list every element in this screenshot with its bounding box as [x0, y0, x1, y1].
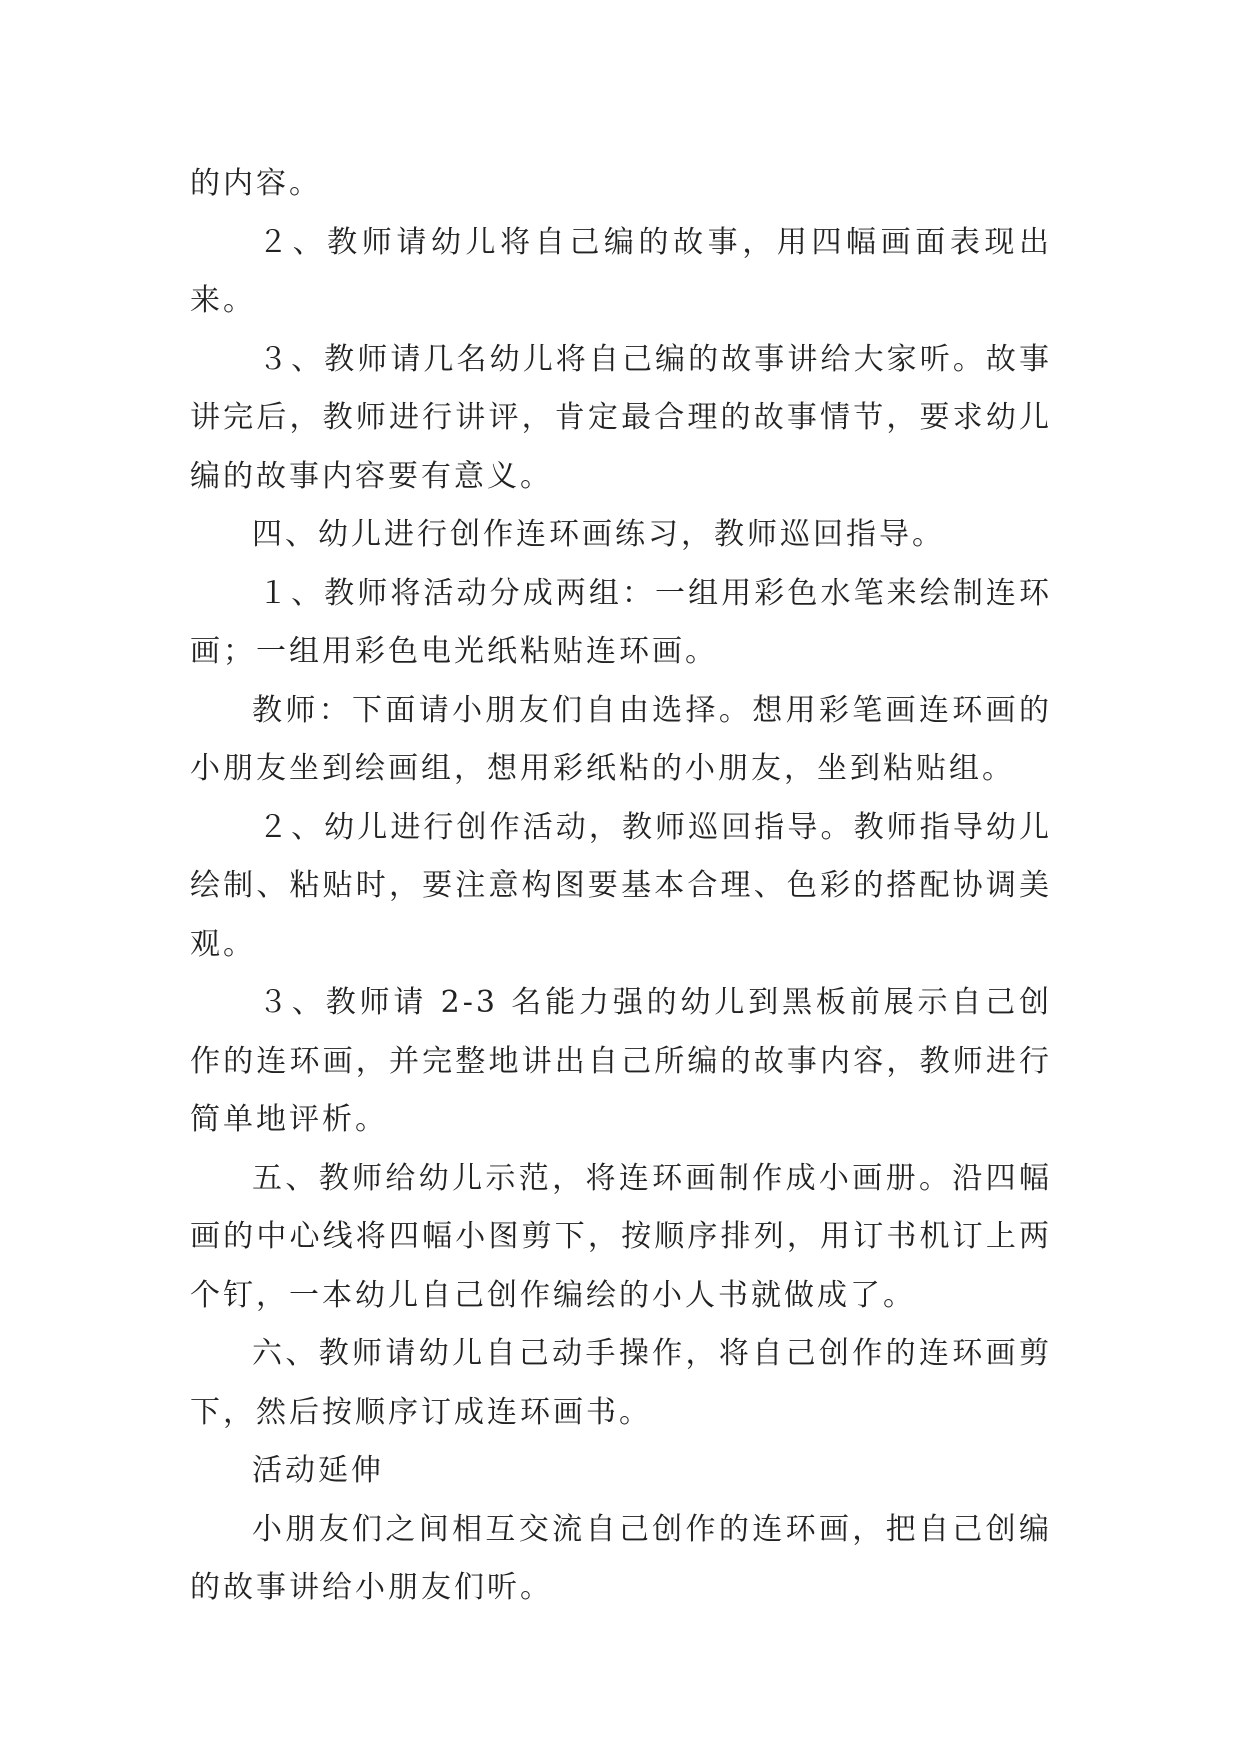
paragraph-continuation: 的内容。	[190, 166, 322, 201]
document-body	[190, 155, 1052, 1618]
paragraph-step-2-activity: ２、幼儿进行创作活动，教师巡回指导。教师指导幼儿绘制、粘贴时，要注意构图要基本合理、色彩的搭配协调美观。	[190, 809, 1052, 962]
section-heading-6: 六、教师请幼儿自己动手操作，将自己创作的连环画剪下，然后按顺序订成连环画书。	[190, 1336, 1052, 1430]
paragraph-step-2: ２、教师请幼儿将自己编的故事，用四幅画面表现出来。	[190, 224, 1052, 318]
paragraph-step-3: ３、教师请几名幼儿将自己编的故事讲给大家听。故事讲完后，教师进行讲评，肯定最合理的故事情节，要求幼儿编的故事内容要有意义。	[190, 341, 1052, 494]
section-heading-5: 五、教师给幼儿示范，将连环画制作成小画册。沿四幅画的中心线将四幅小图剪下，按顺序排列，用订书机订上两个钉，一本幼儿自己创作编绘的小人书就做成了。	[190, 1160, 1052, 1313]
section-heading-4: 四、幼儿进行创作连环画练习，教师巡回指导。	[252, 517, 945, 552]
paragraph-step-1: １、教师将活动分成两组：一组用彩色水笔来绘制连环画；一组用彩色电光纸粘贴连环画。	[190, 575, 1052, 669]
paragraph-teacher-dialogue: 教师：下面请小朋友们自由选择。想用彩笔画连环画的小朋友坐到绘画组，想用彩纸粘的小朋友，坐到粘贴组。	[190, 692, 1052, 786]
paragraph-step-3-display: ３、教师请 2-3 名能力强的幼儿到黑板前展示自己创作的连环画，并完整地讲出自己所编的故事内容，教师进行简单地评析。	[190, 985, 1052, 1137]
section-title-extension: 活动延伸	[252, 1453, 384, 1488]
paragraph-extension: 小朋友们之间相互交流自己创作的连环画，把自己创编的故事讲给小朋友们听。	[190, 1511, 1052, 1605]
